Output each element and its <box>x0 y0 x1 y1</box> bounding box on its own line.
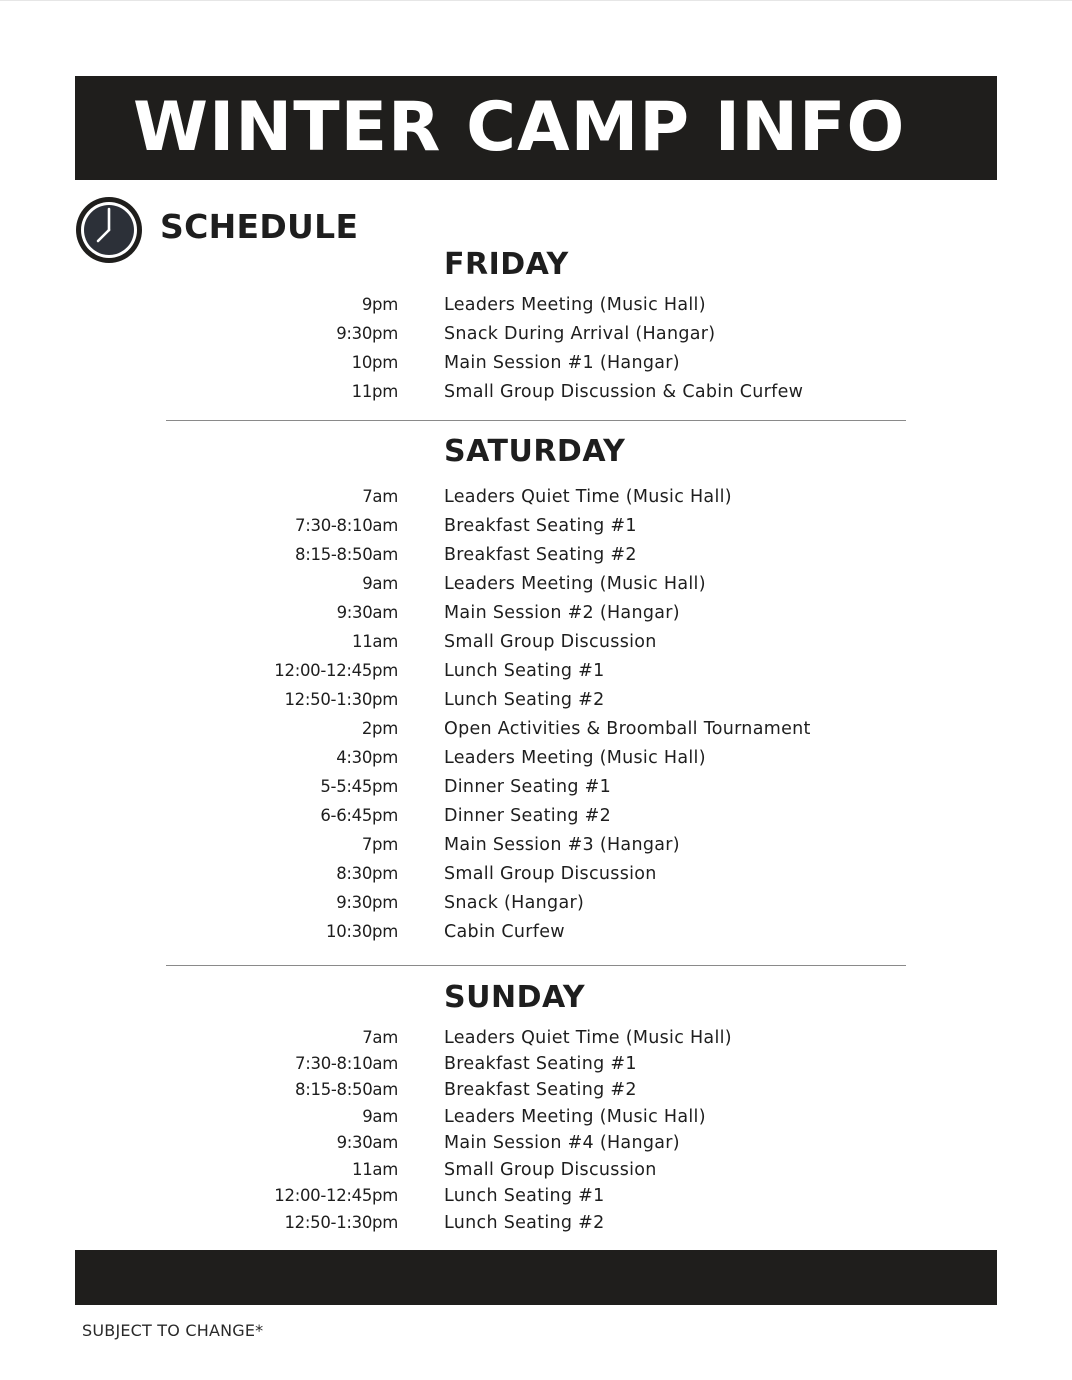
schedule-event: Leaders Meeting (Music Hall) <box>444 574 706 594</box>
schedule-event: Small Group Discussion <box>444 632 657 652</box>
schedule-heading: SCHEDULE <box>160 207 359 246</box>
schedule-row <box>0 599 1072 627</box>
schedule-time: 7am <box>362 1028 398 1047</box>
schedule-row <box>0 773 1072 801</box>
schedule-row <box>0 541 1072 569</box>
schedule-time: 8:15-8:50am <box>295 545 398 564</box>
schedule-time: 11pm <box>351 382 398 401</box>
schedule-time: 11am <box>352 1160 398 1179</box>
schedule-event: Lunch Seating #2 <box>444 690 605 710</box>
schedule-event: Breakfast Seating #2 <box>444 545 637 565</box>
schedule-event: Snack During Arrival (Hangar) <box>444 324 716 344</box>
schedule-event: Cabin Curfew <box>444 922 565 942</box>
schedule-time: 9:30pm <box>336 324 398 343</box>
schedule-time: 9am <box>362 1107 398 1126</box>
page-title: WINTER CAMP INFO <box>133 88 906 167</box>
schedule-row <box>0 744 1072 772</box>
schedule-event: Leaders Meeting (Music Hall) <box>444 748 706 768</box>
schedule-row <box>0 349 1072 377</box>
schedule-row <box>0 512 1072 540</box>
schedule-event: Main Session #3 (Hangar) <box>444 835 680 855</box>
schedule-event: Leaders Meeting (Music Hall) <box>444 295 706 315</box>
schedule-row <box>0 715 1072 743</box>
schedule-row <box>0 1076 1072 1104</box>
schedule-event: Small Group Discussion <box>444 1160 657 1180</box>
top-edge-rule <box>0 0 1072 1</box>
schedule-time: 2pm <box>361 719 398 738</box>
schedule-time: 9:30pm <box>336 893 398 912</box>
schedule-time: 7:30-8:10am <box>295 1054 398 1073</box>
schedule-row <box>0 320 1072 348</box>
schedule-row <box>0 483 1072 511</box>
title-banner <box>75 76 997 180</box>
day-heading-friday: FRIDAY <box>444 247 569 282</box>
day-divider <box>166 965 906 966</box>
schedule-event: Small Group Discussion & Cabin Curfew <box>444 382 804 402</box>
day-divider <box>166 420 906 421</box>
schedule-time: 9:30am <box>336 603 398 622</box>
schedule-time: 12:50-1:30pm <box>284 1213 398 1232</box>
schedule-event: Main Session #2 (Hangar) <box>444 603 680 623</box>
schedule-row <box>0 1182 1072 1210</box>
schedule-time: 8:15-8:50am <box>295 1080 398 1099</box>
schedule-row <box>0 831 1072 859</box>
schedule-time: 4:30pm <box>336 748 398 767</box>
clock-icon <box>75 196 143 264</box>
schedule-time: 12:00-12:45pm <box>274 1186 398 1205</box>
schedule-row <box>0 291 1072 319</box>
schedule-row <box>0 1156 1072 1184</box>
schedule-event: Breakfast Seating #1 <box>444 516 637 536</box>
schedule-time: 12:00-12:45pm <box>274 661 398 680</box>
day-heading-saturday: SATURDAY <box>444 434 626 469</box>
schedule-row <box>0 860 1072 888</box>
footer-banner <box>75 1250 997 1305</box>
schedule-time: 11am <box>352 632 398 651</box>
schedule-row <box>0 1129 1072 1157</box>
schedule-event: Leaders Meeting (Music Hall) <box>444 1107 706 1127</box>
schedule-row <box>0 1103 1072 1131</box>
schedule-time: 10:30pm <box>326 922 398 941</box>
schedule-time: 7:30-8:10am <box>295 516 398 535</box>
subject-to-change-note: SUBJECT TO CHANGE* <box>82 1321 264 1340</box>
schedule-row <box>0 570 1072 598</box>
schedule-event: Main Session #1 (Hangar) <box>444 353 680 373</box>
schedule-event: Dinner Seating #1 <box>444 777 612 797</box>
schedule-row <box>0 657 1072 685</box>
schedule-row <box>0 1024 1072 1052</box>
schedule-time: 9:30am <box>336 1133 398 1152</box>
schedule-time: 5-5:45pm <box>320 777 398 796</box>
schedule-time: 9am <box>362 574 398 593</box>
schedule-event: Leaders Quiet Time (Music Hall) <box>444 1028 732 1048</box>
schedule-event: Leaders Quiet Time (Music Hall) <box>444 487 732 507</box>
schedule-time: 7pm <box>361 835 398 854</box>
schedule-event: Dinner Seating #2 <box>444 806 612 826</box>
schedule-time: 12:50-1:30pm <box>284 690 398 709</box>
schedule-time: 8:30pm <box>336 864 398 883</box>
schedule-event: Snack (Hangar) <box>444 893 585 913</box>
schedule-event: Lunch Seating #1 <box>444 661 605 681</box>
schedule-row <box>0 628 1072 656</box>
schedule-time: 10pm <box>351 353 398 372</box>
schedule-event: Breakfast Seating #2 <box>444 1080 637 1100</box>
schedule-time: 6-6:45pm <box>320 806 398 825</box>
schedule-row <box>0 918 1072 946</box>
schedule-event: Open Activities & Broomball Tournament <box>444 719 811 739</box>
schedule-event: Small Group Discussion <box>444 864 657 884</box>
schedule-event: Lunch Seating #1 <box>444 1186 605 1206</box>
schedule-row <box>0 889 1072 917</box>
schedule-row <box>0 1209 1072 1237</box>
schedule-time: 7am <box>362 487 398 506</box>
schedule-event: Lunch Seating #2 <box>444 1213 605 1233</box>
schedule-row <box>0 686 1072 714</box>
schedule-row <box>0 378 1072 406</box>
schedule-event: Main Session #4 (Hangar) <box>444 1133 680 1153</box>
schedule-row <box>0 802 1072 830</box>
schedule-time: 9pm <box>361 295 398 314</box>
schedule-row <box>0 1050 1072 1078</box>
schedule-event: Breakfast Seating #1 <box>444 1054 637 1074</box>
day-heading-sunday: SUNDAY <box>444 980 586 1015</box>
